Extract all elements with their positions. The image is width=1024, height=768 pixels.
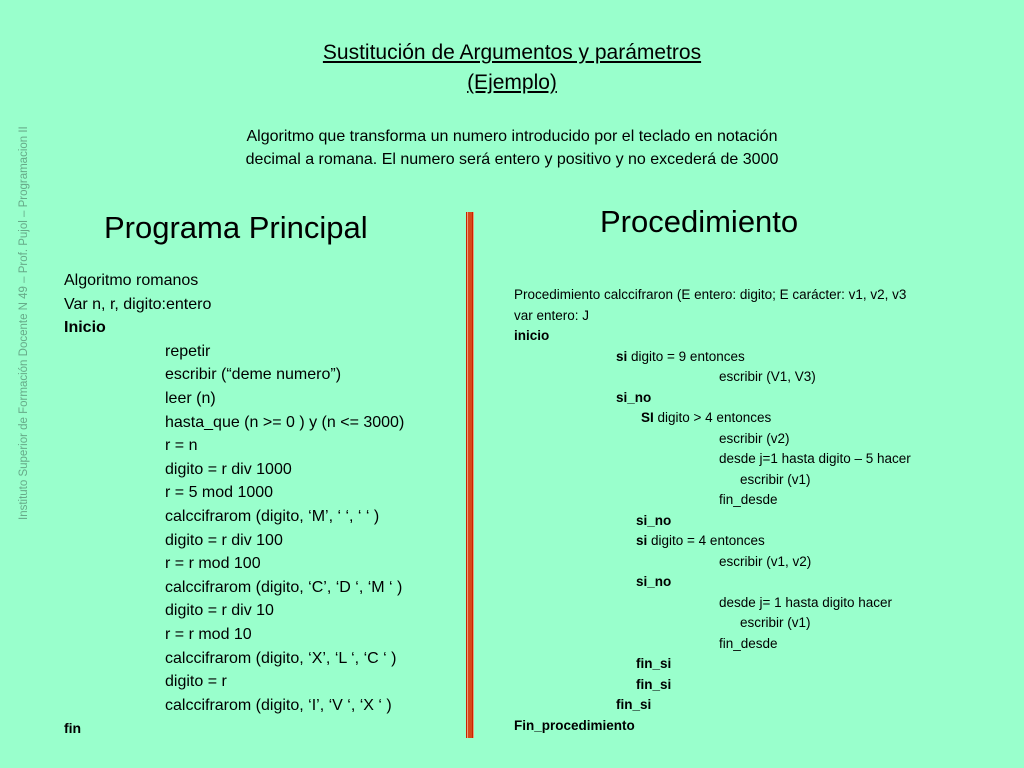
code-line: digito = r <box>165 673 227 691</box>
slide-description <box>160 125 864 171</box>
code-line: calccifrarom (digito, ‘I’, ‘V ‘, ‘X ‘ ) <box>165 696 392 714</box>
code-text: digito = 9 entonces <box>627 348 745 364</box>
code-line: leer (n) <box>165 389 216 407</box>
code-line: Var n, r, digito:entero <box>64 295 212 313</box>
code-line: calccifrarom (digito, ‘X’, ‘L ‘, ‘C ‘ ) <box>165 649 397 667</box>
code-line: desde j=1 hasta digito – 5 hacer <box>719 451 911 466</box>
code-line <box>514 347 911 368</box>
procedure-code <box>514 285 911 736</box>
code-line: si_no <box>636 574 672 589</box>
code-line: escribir (“deme numero”) <box>165 366 342 384</box>
code-line: escribir (v1) <box>740 615 811 630</box>
code-line <box>514 408 911 429</box>
title-line-1: Sustitución de Argumentos y parámetros <box>322 41 702 64</box>
code-line: hasta_que (n >= 0 ) y (n <= 3000) <box>165 413 405 431</box>
code-line: fin_si <box>616 697 652 712</box>
code-line: Fin_procedimiento <box>514 717 635 733</box>
code-text: digito > 4 entonces <box>653 410 772 425</box>
code-line: digito = r div 1000 <box>165 460 292 478</box>
code-line: escribir (v1) <box>740 471 811 487</box>
description-line-1: Algoritmo que transforma un numero introducido por el teclado en notación <box>246 128 778 145</box>
code-line: fin_si <box>636 676 672 692</box>
code-line: r = n <box>165 437 198 455</box>
code-line: escribir (v1, v2) <box>719 553 812 569</box>
code-line: fin_desde <box>719 635 778 651</box>
code-line: var entero: J <box>514 307 590 323</box>
main-program-heading: Programa Principal <box>104 210 368 245</box>
code-text: digito = 4 entonces <box>647 533 765 548</box>
code-line: si_no <box>636 512 672 528</box>
code-line: desde j= 1 hasta digito hacer <box>719 594 892 610</box>
code-line: fin_si <box>636 656 672 671</box>
code-line: inicio <box>514 328 550 343</box>
code-line: calccifrarom (digito, ‘M’, ‘ ‘, ‘ ‘ ) <box>165 507 380 525</box>
code-line: fin <box>64 720 82 737</box>
code-line <box>514 531 911 552</box>
title-line-2: (Ejemplo) <box>467 71 557 94</box>
column-divider-inner <box>468 212 472 738</box>
code-line: r = r mod 100 <box>165 555 261 573</box>
procedure-heading: Procedimiento <box>600 204 799 239</box>
keyword: SI <box>641 410 654 425</box>
code-line: Algoritmo romanos <box>64 272 199 289</box>
code-line: Procedimiento calccifraron (E entero: digito; E carácter: v1, v2, v3 <box>514 287 907 302</box>
code-line: digito = r div 10 <box>165 602 274 620</box>
code-line: escribir (v2) <box>719 430 790 446</box>
slide-title <box>0 38 1024 98</box>
code-line: repetir <box>165 342 211 360</box>
code-line: Inicio <box>64 319 106 337</box>
sidebar-vertical-text: Instituto Superior de Formación Docente N 49 – Prof. Pujol – Programacion II <box>18 126 30 520</box>
code-line: r = r mod 10 <box>165 625 252 643</box>
description-line-2: decimal a romana. El numero será entero y positivo y no excederá de 3000 <box>245 151 779 168</box>
code-line: escribir (V1, V3) <box>719 369 816 384</box>
code-line: digito = r div 100 <box>165 531 283 549</box>
code-line: calccifrarom (digito, ‘C’, ‘D ‘, ‘M ‘ ) <box>165 578 403 596</box>
code-line: fin_desde <box>719 492 778 507</box>
code-line: r = 5 mod 1000 <box>165 484 274 502</box>
main-program-code <box>64 269 404 741</box>
keyword: si <box>616 348 628 364</box>
keyword: si <box>636 533 648 548</box>
code-line: si_no <box>616 389 652 405</box>
